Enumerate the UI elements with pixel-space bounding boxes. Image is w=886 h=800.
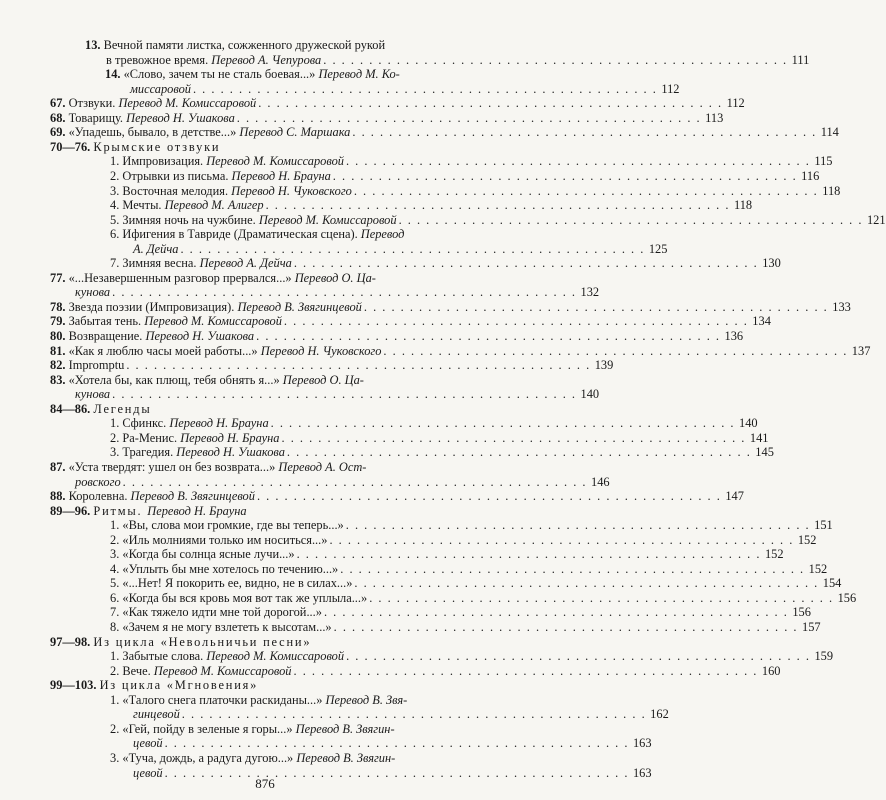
- dot-leader: . . . . . . . . . . . . . . . . . . . . . . . . . . . . . . . . . . . . . . . . . . . . . . . . . . .: [126, 358, 591, 373]
- entry-number: 1.: [110, 154, 123, 169]
- translator-credit: Перевод М. Комиссаровой: [206, 154, 344, 169]
- translator-credit: Перевод О. Ца-: [282, 372, 364, 387]
- entry-page-number: 139: [594, 358, 614, 373]
- entry-title: «Слово, зачем ты не сталь боевая...»: [123, 67, 319, 82]
- entry-page-number: 156: [792, 605, 811, 620]
- entry-title: Товарищу.: [68, 110, 127, 125]
- entry-title: Королевна.: [68, 489, 131, 504]
- translator-credit: Перевод В. Звягин-: [295, 721, 395, 736]
- entry-number: 88.: [50, 489, 69, 504]
- translator-credit: Перевод М. Комиссаровой: [118, 96, 257, 111]
- entry-title: Зимняя ночь на чужбине.: [122, 212, 259, 227]
- translator-credit: цевой: [133, 765, 163, 780]
- entry-number: 2.: [110, 663, 123, 678]
- entry-title: Мечты.: [122, 198, 165, 213]
- entry-title: Ра-Менис.: [122, 430, 181, 445]
- dot-leader: . . . . . . . . . . . . . . . . . . . . . . . . . . . . . . . . . . . . . . . . . . . . . . . . . . .: [332, 168, 798, 183]
- entry-number: 3.: [110, 445, 123, 460]
- entry-number: 83.: [50, 372, 69, 387]
- entry-page-number: 137: [851, 343, 871, 358]
- dot-leader: . . . . . . . . . . . . . . . . . . . . . . . . . . . . . . . . . . . . . . . . . . . . . . . . . . .: [340, 561, 805, 576]
- entry-title: «Туча, дождь, а радуга дугою...»: [122, 750, 297, 765]
- translator-credit: Перевод В. Звягин-: [296, 750, 396, 765]
- entry-page-number: 141: [749, 430, 769, 445]
- page-number: 876: [255, 776, 275, 791]
- entry-number: 70—76.: [50, 139, 94, 154]
- translator-credit: гинцевой: [133, 707, 180, 722]
- entry-number: 80.: [50, 329, 69, 343]
- dot-leader: . . . . . . . . . . . . . . . . . . . . . . . . . . . . . . . . . . . . . . . . . . . . . . . . . . .: [354, 576, 819, 591]
- dot-leader: . . . . . . . . . . . . . . . . . . . . . . . . . . . . . . . . . . . . . . . . . . . . . . . . . . .: [180, 241, 645, 256]
- entry-page-number: 156: [837, 590, 857, 605]
- dot-leader: . . . . . . . . . . . . . . . . . . . . . . . . . . . . . . . . . . . . . . . . . . . . . . . . . . .: [164, 736, 629, 751]
- entry-page-number: 111: [791, 52, 810, 67]
- translator-credit: Перевод А. Чепурова: [211, 52, 322, 67]
- entry-number: 1.: [110, 692, 123, 707]
- dot-leader: . . . . . . . . . . . . . . . . . . . . . . . . . . . . . . . . . . . . . . . . . . . . . . . . . . .: [333, 620, 799, 634]
- entry-number: 1.: [110, 518, 123, 533]
- dot-leader: . . . . . . . . . . . . . . . . . . . . . . . . . . . . . . . . . . . . . . . . . . . . . . . . . . .: [286, 445, 752, 460]
- dot-leader: . . . . . . . . . . . . . . . . . . . . . . . . . . . . . . . . . . . . . . . . . . . . . . . . . . .: [281, 430, 746, 445]
- translator-credit: Перевод А. Ост-: [278, 459, 367, 474]
- dot-leader: . . . . . . . . . . . . . . . . . . . . . . . . . . . . . . . . . . . . . . . . . . . . . . . . . . .: [236, 110, 702, 125]
- entry-number: 1.: [110, 416, 123, 431]
- translator-credit: Перевод Н. Ушакова: [176, 445, 285, 460]
- entry-title: в тревожное время.: [106, 52, 212, 67]
- entry-title: Возвращение.: [68, 329, 146, 343]
- entry-page-number: 152: [808, 561, 828, 576]
- dot-leader: . . . . . . . . . . . . . . . . . . . . . . . . . . . . . . . . . . . . . . . . . . . . . . . . . . .: [346, 649, 811, 664]
- entry-title: Вечной памяти листка, сожженного дружеской рукой: [103, 38, 386, 52]
- entry-page-number: 154: [822, 576, 842, 591]
- entry-number: 82.: [50, 358, 69, 373]
- entry-page-number: 134: [752, 314, 771, 329]
- dot-leader: . . . . . . . . . . . . . . . . . . . . . . . . . . . . . . . . . . . . . . . . . . . . . . . . . . .: [352, 125, 817, 140]
- dot-leader: . . . . . . . . . . . . . . . . . . . . . . . . . . . . . . . . . . . . . . . . . . . . . . . . . . .: [369, 590, 834, 605]
- dot-leader: . . . . . . . . . . . . . . . . . . . . . . . . . . . . . . . . . . . . . . . . . . . . . . . . . . .: [181, 707, 647, 722]
- entry-page-number: 162: [650, 707, 669, 722]
- entry-page-number: 140: [739, 416, 758, 431]
- entry-page-number: 140: [580, 387, 600, 402]
- translator-credit: Перевод Н. Брауна: [147, 503, 247, 518]
- entry-number: 4.: [110, 561, 123, 576]
- entry-page-number: 146: [591, 474, 610, 489]
- entry-title: Отзвуки.: [68, 96, 119, 111]
- entry-page-number: 163: [632, 765, 652, 780]
- entry-page-number: 145: [755, 445, 774, 460]
- entry-title: «Талого снега платочки раскиданы...»: [122, 692, 326, 707]
- entry-number: 6.: [110, 590, 123, 605]
- entry-title: Вече.: [122, 663, 154, 678]
- entry-page-number: 136: [724, 329, 744, 343]
- entry-title: «Хотела бы, как плющ, тебя обнять я...»: [68, 372, 283, 387]
- dot-leader: . . . . . . . . . . . . . . . . . . . . . . . . . . . . . . . . . . . . . . . . . . . . . . . . . . .: [256, 329, 721, 343]
- translator-credit: Перевод В. Звягинцевой: [237, 299, 362, 314]
- translator-credit: Перевод М. Ко-: [318, 67, 400, 82]
- dot-leader: . . . . . . . . . . . . . . . . . . . . . . . . . . . . . . . . . . . . . . . . . . . . . . . . . . .: [296, 547, 761, 562]
- dot-leader: . . . . . . . . . . . . . . . . . . . . . . . . . . . . . . . . . . . . . . . . . . . . . . . . . . .: [353, 183, 819, 198]
- translator-credit: Перевод В. Звягинцевой: [130, 489, 255, 504]
- entry-title: «...Незавершенным разговор прервался...»: [68, 270, 295, 285]
- entry-title: Звезда поэзии (Импровизация).: [68, 299, 238, 314]
- entry-title: Крымские отзвуки: [93, 139, 221, 154]
- entry-number: 2.: [110, 430, 123, 445]
- entry-title: Ифигения в Тавриде (Драматическая сцена).: [122, 227, 361, 242]
- entry-page-number: 130: [762, 256, 781, 271]
- translator-credit: кунова: [75, 285, 111, 300]
- entry-title: «Иль молниями только им носиться...»: [122, 532, 328, 547]
- entry-page-number: 157: [802, 620, 821, 634]
- entry-page-number: 133: [832, 299, 851, 314]
- entry-number: 2.: [110, 168, 123, 183]
- entry-number: 77.: [50, 270, 69, 285]
- entry-number: 1.: [110, 649, 123, 664]
- entry-title: Из цикла «Невольничьи песни»: [93, 634, 312, 649]
- entry-title: «Гей, пойду в зеленые я горы...»: [122, 721, 296, 736]
- translator-credit: Перевод С. Маршака: [239, 125, 351, 140]
- dot-leader: . . . . . . . . . . . . . . . . . . . . . . . . . . . . . . . . . . . . . . . . . . . . . . . . . . .: [270, 416, 736, 431]
- entry-title: Импровизация.: [122, 154, 207, 169]
- entry-page-number: 132: [580, 285, 600, 300]
- entry-number: 3.: [110, 547, 123, 562]
- entry-number: 67.: [50, 96, 69, 111]
- translator-credit: Перевод Н. Брауна: [231, 168, 331, 183]
- dot-leader: . . . . . . . . . . . . . . . . . . . . . . . . . . . . . . . . . . . . . . . . . . . . . . . . . . .: [122, 474, 588, 489]
- dot-leader: . . . . . . . . . . . . . . . . . . . . . . . . . . . . . . . . . . . . . . . . . . . . . . . . . . .: [293, 256, 759, 271]
- entry-page-number: 112: [726, 96, 745, 111]
- entry-page-number: 114: [820, 125, 839, 140]
- entry-title: «Упадешь, бывало, в детстве...»: [68, 125, 240, 140]
- translator-credit: Перевод М. Комиссаровой: [144, 314, 282, 329]
- dot-leader: . . . . . . . . . . . . . . . . . . . . . . . . . . . . . . . . . . . . . . . . . . . . . . . . . . .: [323, 605, 789, 620]
- dot-leader: . . . . . . . . . . . . . . . . . . . . . . . . . . . . . . . . . . . . . . . . . . . . . . . . . . .: [112, 285, 577, 300]
- entry-title: Impromptu: [68, 358, 125, 373]
- translator-credit: Перевод В. Звя-: [325, 692, 408, 707]
- entry-title: «Когда бы вся кровь моя вот так же уплыла...»: [122, 590, 368, 605]
- entry-title: «...Нет! Я покорить ее, видно, не в силах...»: [122, 576, 353, 591]
- entry-number: 78.: [50, 299, 69, 314]
- entry-page-number: 121: [866, 212, 886, 227]
- entry-title: «Уста твердят: ушел он без возврата...»: [68, 459, 279, 474]
- translator-credit: Перевод Н. Ушакова: [145, 329, 255, 343]
- entry-title: «Как я люблю часы моей работы...»: [68, 343, 261, 358]
- translator-credit: кунова: [75, 387, 111, 402]
- translator-credit: Перевод О. Ца-: [294, 270, 376, 285]
- dot-leader: . . . . . . . . . . . . . . . . . . . . . . . . . . . . . . . . . . . . . . . . . . . . . . . . . . .: [283, 314, 749, 329]
- entry-title: Из цикла «Мгновения»: [99, 678, 259, 693]
- translator-credit: Перевод: [360, 227, 405, 242]
- entry-page-number: 116: [801, 168, 820, 183]
- entry-number: 2.: [110, 532, 123, 547]
- entry-page-number: 159: [814, 649, 834, 664]
- dot-leader: . . . . . . . . . . . . . . . . . . . . . . . . . . . . . . . . . . . . . . . . . . . . . . . . . . .: [323, 52, 788, 67]
- entry-page-number: 147: [725, 489, 744, 504]
- entry-number: 3.: [110, 183, 123, 198]
- translator-credit: Перевод Н. Чуковского: [231, 183, 352, 198]
- entry-number: 5.: [110, 212, 123, 227]
- translator-credit: Перевод А. Дейча: [199, 256, 292, 271]
- entry-page-number: 118: [822, 183, 841, 198]
- dot-leader: . . . . . . . . . . . . . . . . . . . . . . . . . . . . . . . . . . . . . . . . . . . . . . . . . . .: [345, 518, 811, 533]
- dot-leader: . . . . . . . . . . . . . . . . . . . . . . . . . . . . . . . . . . . . . . . . . . . . . . . . . . .: [258, 96, 723, 111]
- entry-number: 81.: [50, 343, 69, 358]
- translator-credit: Перевод М. Комиссаровой: [206, 649, 345, 664]
- entry-number: 6.: [110, 227, 123, 242]
- entry-number: 3.: [110, 750, 123, 765]
- entry-page-number: 152: [797, 532, 817, 547]
- entry-page-number: 160: [761, 663, 781, 678]
- entry-title: Забытая тень.: [68, 314, 145, 329]
- dot-leader: . . . . . . . . . . . . . . . . . . . . . . . . . . . . . . . . . . . . . . . . . . . . . . . . . . .: [293, 663, 758, 678]
- entry-number: 5.: [110, 576, 123, 591]
- entry-title: «Как тяжело идти мне той дорогой...»: [122, 605, 322, 620]
- dot-leader: . . . . . . . . . . . . . . . . . . . . . . . . . . . . . . . . . . . . . . . . . . . . . . . . . . .: [383, 343, 848, 358]
- entry-number: 79.: [50, 314, 69, 329]
- translator-credit: Перевод Н. Ушакова: [126, 110, 235, 125]
- translator-credit: Перевод Н. Брауна: [180, 430, 280, 445]
- entry-number: 99—103.: [50, 678, 100, 693]
- entry-number: 13.: [85, 38, 104, 52]
- entry-title: «Зачем я не могу взлететь к высотам...»: [122, 620, 332, 634]
- entry-title: «Уплыть бы мне хотелось по течению...»: [122, 561, 339, 576]
- entry-number: 8.: [110, 620, 123, 634]
- dot-leader: . . . . . . . . . . . . . . . . . . . . . . . . . . . . . . . . . . . . . . . . . . . . . . . . . . .: [192, 81, 658, 96]
- dot-leader: . . . . . . . . . . . . . . . . . . . . . . . . . . . . . . . . . . . . . . . . . . . . . . . . . . .: [329, 532, 794, 547]
- entry-page-number: 152: [764, 547, 784, 562]
- translator-credit: А. Дейча: [133, 241, 179, 256]
- entry-number: 2.: [110, 721, 123, 736]
- translator-credit: Перевод М. Комиссаровой: [153, 663, 292, 678]
- entry-page-number: 112: [661, 81, 680, 96]
- dot-leader: . . . . . . . . . . . . . . . . . . . . . . . . . . . . . . . . . . . . . . . . . . . . . . . . . . .: [345, 154, 811, 169]
- entry-number: 89—96.: [50, 503, 94, 518]
- dot-leader: . . . . . . . . . . . . . . . . . . . . . . . . . . . . . . . . . . . . . . . . . . . . . . . . . . .: [398, 212, 863, 227]
- translator-credit: Перевод М. Комиссаровой: [258, 212, 397, 227]
- dot-leader: . . . . . . . . . . . . . . . . . . . . . . . . . . . . . . . . . . . . . . . . . . . . . . . . . . .: [363, 299, 829, 314]
- dot-leader: . . . . . . . . . . . . . . . . . . . . . . . . . . . . . . . . . . . . . . . . . . . . . . . . . . .: [164, 765, 629, 780]
- entry-title: Зимняя весна.: [122, 256, 200, 271]
- dot-leader: . . . . . . . . . . . . . . . . . . . . . . . . . . . . . . . . . . . . . . . . . . . . . . . . . . .: [112, 387, 577, 402]
- entry-number: 7.: [110, 605, 123, 620]
- translator-credit: миссаровой: [130, 81, 191, 96]
- entry-number: 97—98.: [50, 634, 94, 649]
- entry-page-number: 125: [648, 241, 668, 256]
- entry-title: Сфинкс.: [122, 416, 170, 431]
- entry-page-number: 113: [705, 110, 724, 125]
- entry-title: «Вы, слова мои громкие, где вы теперь...»: [122, 518, 344, 533]
- entry-number: 14.: [105, 67, 124, 82]
- dot-leader: . . . . . . . . . . . . . . . . . . . . . . . . . . . . . . . . . . . . . . . . . . . . . . . . . . .: [256, 489, 722, 504]
- entry-number: 7.: [110, 256, 123, 271]
- entry-title: Забытые слова.: [122, 649, 207, 664]
- entry-title: Отрывки из письма.: [122, 168, 232, 183]
- entry-number: 68.: [50, 110, 69, 125]
- entry-number: 69.: [50, 125, 69, 140]
- translator-credit: цевой: [133, 736, 163, 751]
- entry-number: 84—86.: [50, 401, 94, 416]
- translator-credit: Перевод Н. Брауна: [169, 416, 269, 431]
- entry-page-number: 115: [814, 154, 833, 169]
- dot-leader: . . . . . . . . . . . . . . . . . . . . . . . . . . . . . . . . . . . . . . . . . . . . . . . . . . .: [265, 198, 730, 213]
- translator-credit: Перевод М. Алигер: [164, 198, 264, 213]
- translator-credit: ровского: [75, 474, 121, 489]
- entry-title: Восточная мелодия.: [122, 183, 232, 198]
- entry-title: «Когда бы солнца ясные лучи...»: [122, 547, 295, 562]
- entry-page-number: 163: [632, 736, 652, 751]
- entry-title: Трагедия.: [122, 445, 177, 460]
- entry-page-number: 118: [733, 198, 753, 213]
- translator-credit: Перевод Н. Чуковского: [260, 343, 382, 358]
- entry-number: 4.: [110, 198, 123, 213]
- entry-title: Легенды: [93, 401, 152, 416]
- entry-page-number: 151: [814, 518, 833, 533]
- entry-number: 87.: [50, 459, 69, 474]
- entry-title: Ритмы.: [93, 503, 148, 518]
